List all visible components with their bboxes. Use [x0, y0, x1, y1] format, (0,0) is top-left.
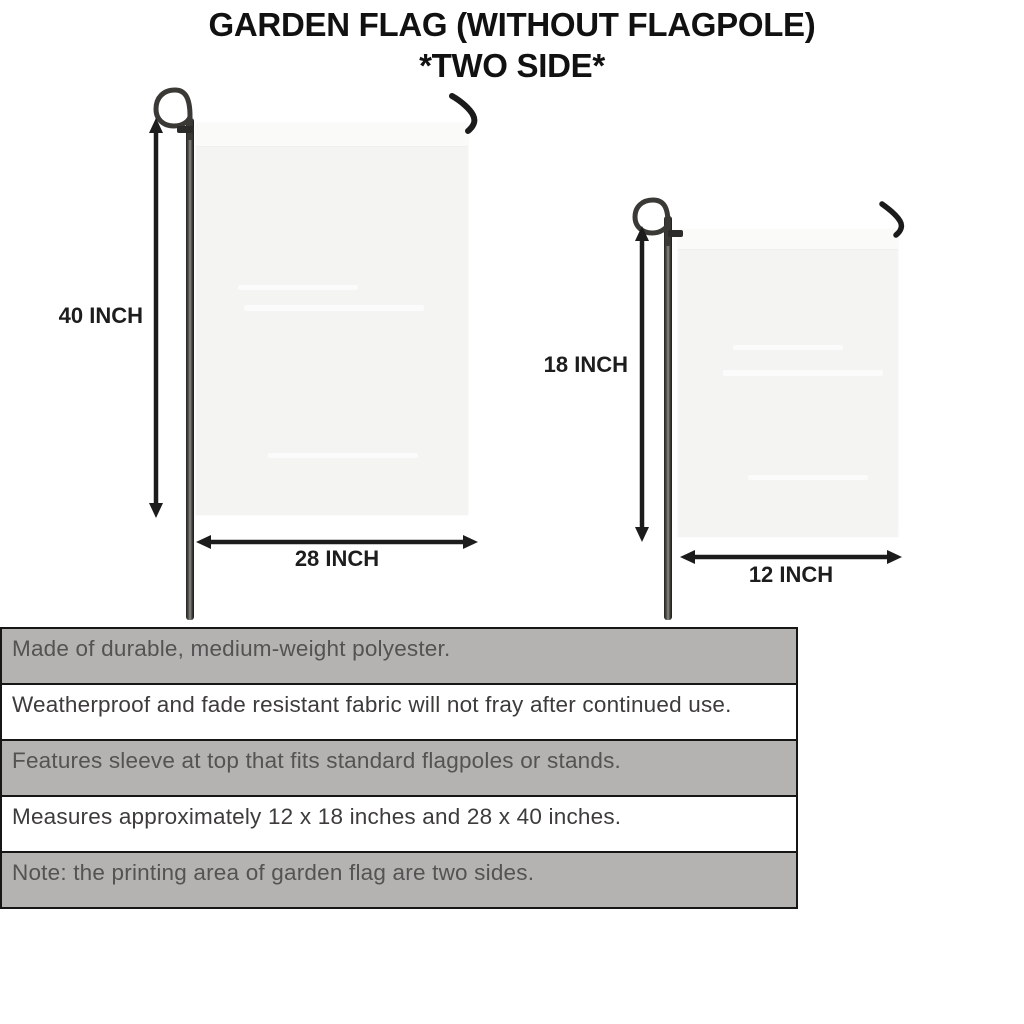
height-label-large: 40 INCH — [58, 303, 143, 328]
height-label-small: 18 INCH — [543, 352, 628, 377]
flag-canvas-small — [678, 230, 898, 537]
fabric-fold — [733, 345, 843, 350]
sleeve-clip — [177, 126, 194, 133]
feature-row: Features sleeve at top that fits standard flagpoles or stands. — [0, 739, 798, 797]
flagpole-small — [664, 216, 672, 620]
flag-sleeve-large — [196, 123, 468, 147]
feature-row: Note: the printing area of garden flag are two sides. — [0, 851, 798, 909]
feature-row: Weatherproof and fade resistant fabric will not fray after continued use. — [0, 683, 798, 741]
flagpole-hook-icon — [448, 93, 482, 135]
width-label-large: 28 INCH — [294, 546, 380, 571]
flagpole-hook-icon — [878, 201, 908, 239]
features-table — [0, 627, 798, 909]
flag-sleeve-small — [678, 230, 898, 250]
flag-canvas-large — [196, 123, 468, 515]
height-arrow-large — [146, 116, 166, 520]
fabric-fold — [723, 370, 883, 376]
fabric-fold — [748, 475, 868, 480]
feature-row: Made of durable, medium-weight polyester. — [0, 627, 798, 685]
width-label-small: 12 INCH — [748, 562, 834, 587]
flagpole-large — [186, 118, 194, 620]
fabric-fold — [238, 285, 358, 290]
sleeve-clip — [668, 230, 683, 237]
fabric-fold — [268, 453, 418, 458]
title-line-1: GARDEN FLAG (WITHOUT FLAGPOLE) — [208, 6, 816, 43]
feature-row: Measures approximately 12 x 18 inches and 28 x 40 inches. — [0, 795, 798, 853]
page-title — [0, 4, 1024, 86]
height-arrow-small — [632, 224, 652, 544]
title-line-2: *TWO SIDE* — [419, 47, 605, 84]
fabric-fold — [244, 305, 424, 311]
